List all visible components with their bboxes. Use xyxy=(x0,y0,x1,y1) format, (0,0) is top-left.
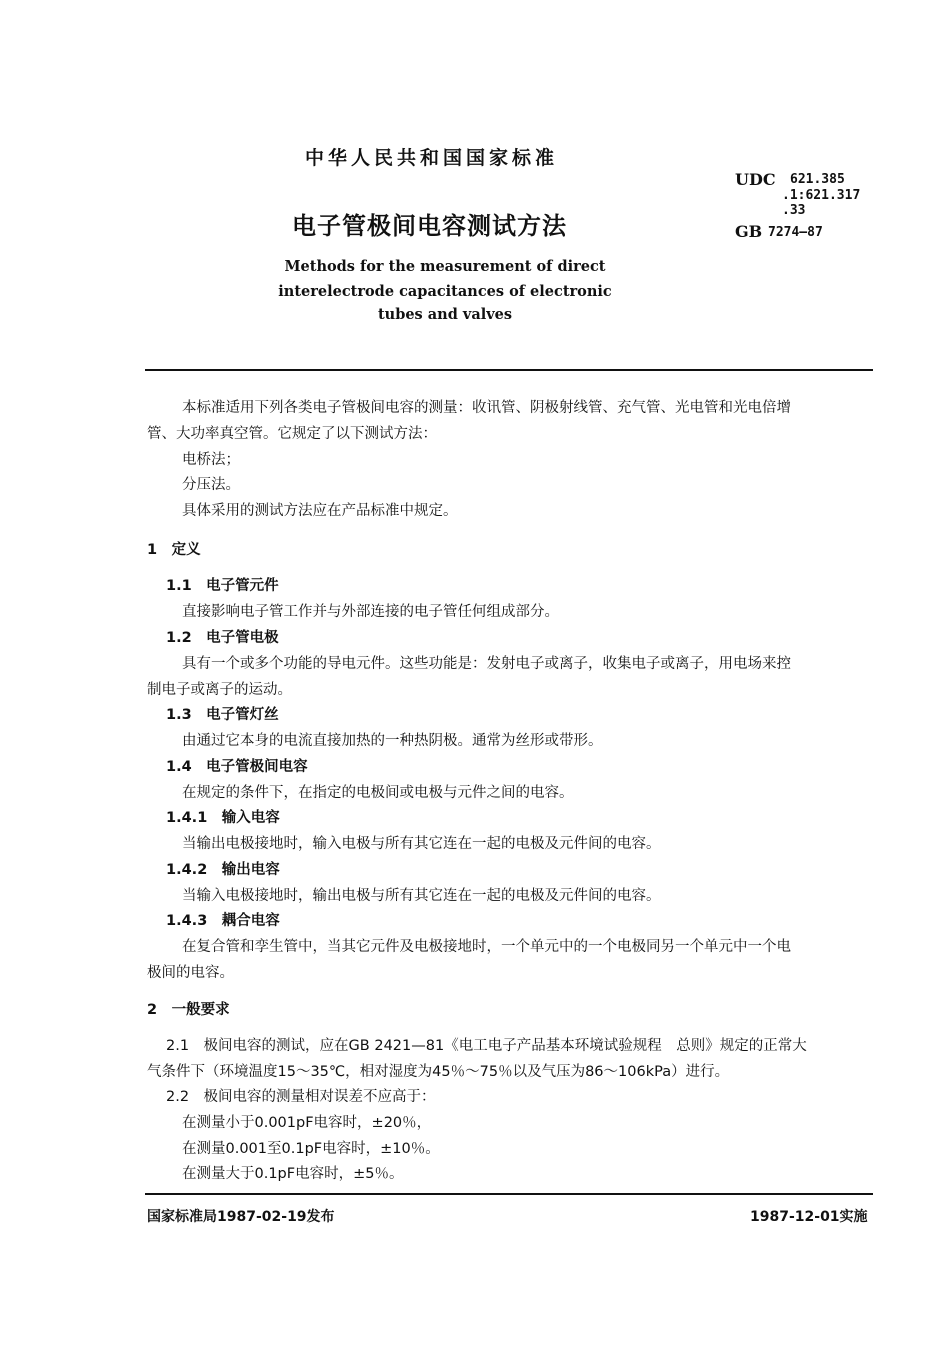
section1-4-3-text2: 极间的电容。 xyxy=(147,965,234,981)
section1-heading: 1 定义 xyxy=(147,542,201,558)
section2-heading: 2 一般要求 xyxy=(147,1002,230,1018)
document-title-english-line1: Methods for the measurement of direct xyxy=(284,258,606,275)
section1-4-heading: 1.4 电子管极间电容 xyxy=(166,759,308,775)
section1-4-3-text1: 在复合管和孪生管中，当其它元件及电极接地时，一个单元中的一个电极同另一个单元中一个电 xyxy=(182,939,791,955)
intro-item1: 电桥法； xyxy=(182,452,240,468)
section1-3-heading: 1.3 电子管灯丝 xyxy=(166,707,279,723)
section1-3-text: 由通过它本身的电流直接加热的一种热阴极。通常为丝形或带形。 xyxy=(182,733,603,749)
gb-number: 7274—87 xyxy=(768,225,823,240)
intro-item2: 分压法。 xyxy=(182,477,240,493)
intro-line1: 本标准适用下列各类电子管极间电容的测量：收讯管、阴极射线管、充气管、光电管和光电倍增 xyxy=(182,400,791,416)
section2-2-item2: 在测量0.001至0.1pF电容时，±10％。 xyxy=(182,1141,440,1157)
udc-code-line2: .1:621.317 xyxy=(782,188,861,203)
udc-code-line1: 621.385 xyxy=(790,172,845,187)
footer-divider xyxy=(145,1193,873,1195)
section1-4-2-text: 当输入电极接地时，输出电极与所有其它连在一起的电极及元件间的电容。 xyxy=(182,888,661,904)
section1-1-heading: 1.1 电子管元件 xyxy=(166,578,279,594)
section1-4-text: 在规定的条件下，在指定的电极间或电极与元件之间的电容。 xyxy=(182,785,574,801)
section2-1-text2: 气条件下（环境温度15～35℃，相对湿度为45％～75％以及气压为86～106kPa）进行。 xyxy=(147,1064,730,1080)
udc-label: UDC xyxy=(735,170,776,189)
footer-issued: 国家标准局1987-02-19发布 xyxy=(147,1209,335,1225)
gb-label: GB xyxy=(735,222,763,241)
udc-code-line3: .33 xyxy=(782,203,806,218)
section2-2-item1: 在测量小于0.001pF电容时，±20％， xyxy=(182,1115,432,1131)
footer-effective: 1987-12-01实施 xyxy=(750,1209,868,1225)
document-title-english-line2: interelectrode capacitances of electronic xyxy=(278,283,612,300)
section1-2-text2: 制电子或离子的运动。 xyxy=(147,682,292,698)
section1-2-text1: 具有一个或多个功能的导电元件。这些功能是：发射电子或离子，收集电子或离子，用电场来控 xyxy=(182,656,791,672)
header-divider xyxy=(145,369,873,371)
intro-line3: 具体采用的测试方法应在产品标准中规定。 xyxy=(182,503,458,519)
national-standard-title: 中华人民共和国国家标准 xyxy=(305,147,559,169)
document-title-english-line3: tubes and valves xyxy=(377,306,513,323)
section2-2-text: 2.2 极间电容的测量相对误差不应高于： xyxy=(166,1089,436,1105)
section1-4-1-heading: 1.4.1 输入电容 xyxy=(166,810,280,826)
section2-2-item3: 在测量大于0.1pF电容时，±5％。 xyxy=(182,1166,404,1182)
section1-2-heading: 1.2 电子管电极 xyxy=(166,630,279,646)
document-title-chinese: 电子管极间电容测试方法 xyxy=(292,212,567,240)
section1-1-text: 直接影响电子管工作并与外部连接的电子管任何组成部分。 xyxy=(182,604,559,620)
section1-4-1-text: 当输出电极接地时，输入电极与所有其它连在一起的电极及元件间的电容。 xyxy=(182,836,661,852)
section1-4-2-heading: 1.4.2 输出电容 xyxy=(166,862,280,878)
section2-1-text1: 2.1 极间电容的测试，应在GB 2421—81《电工电子产品基本环境试验规程 总则》规定的正常大 xyxy=(166,1038,807,1054)
section1-4-3-heading: 1.4.3 耦合电容 xyxy=(166,913,280,929)
intro-line2: 管、大功率真空管。它规定了以下测试方法： xyxy=(147,426,437,442)
